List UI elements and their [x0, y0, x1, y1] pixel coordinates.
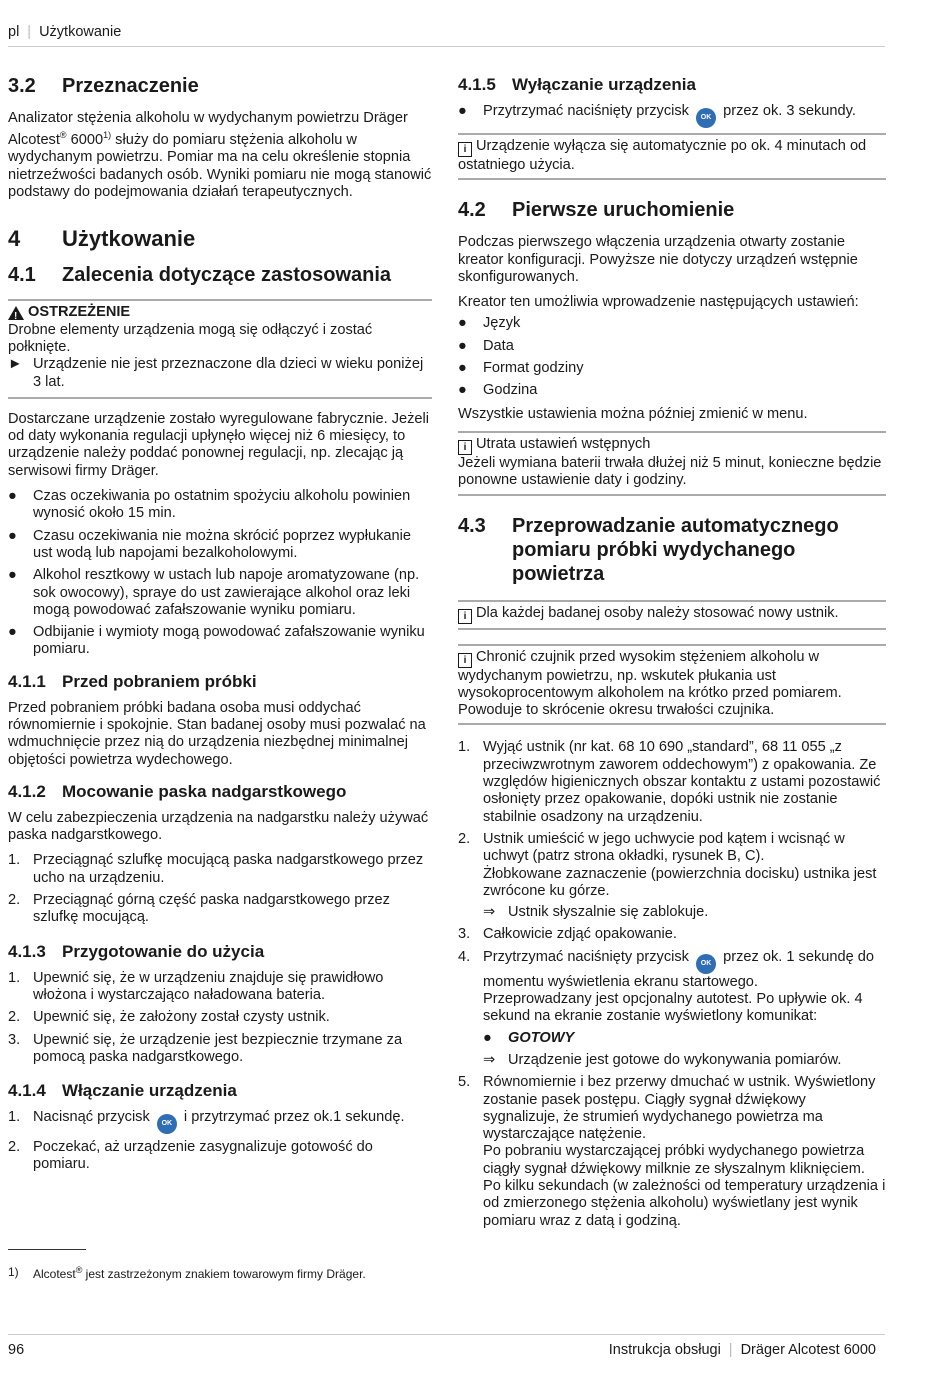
strap-steps — [8, 852, 432, 926]
result-line: ⇒ Ustnik słyszalnie się zablokuje. — [483, 904, 709, 921]
section-title: Przed pobraniem próbki — [62, 671, 257, 691]
ok-button-icon: OK — [157, 1114, 177, 1134]
header-rule — [8, 46, 885, 47]
section-number: 4.1.5 — [458, 75, 496, 94]
section-3-2-heading — [8, 74, 432, 98]
info-icon: i — [458, 609, 472, 624]
info-note — [458, 644, 886, 726]
result-arrow-icon: ⇒ — [483, 904, 496, 921]
info-icon: i — [458, 653, 472, 668]
list-item: ● Odbijanie i wymioty mogą powodować zafałszowanie wyniku pomiaru. — [8, 624, 425, 658]
list-item: ● Czasu oczekiwania nie można skrócić poprzez wypłukanie ust wodą lub napojami bezalkoholowymi. — [8, 527, 411, 561]
section-title: Włączanie urządzenia — [62, 1081, 237, 1101]
section-title: Przeznaczenie — [62, 75, 199, 97]
list-item: 3. Upewnić się, że urządzenie jest bezpiecznie trzymane za pomocą paska nadgarstkowego. — [8, 1031, 403, 1065]
usage-bullet-list — [8, 488, 432, 659]
section-4-2-text: Kreator ten umożliwia wprowadzenie następujących ustawień: — [458, 294, 859, 311]
result-line: ⇒ Urządzenie jest gotowe do wykonywania pomiarów. — [483, 1051, 842, 1068]
chapter-number: 4 — [8, 226, 21, 252]
section-title: Zalecenia dotyczące zastosowania — [62, 264, 392, 287]
section-3-2-text — [8, 110, 432, 201]
section-number: 4.1.4 — [8, 1081, 46, 1101]
warning-text: Drobne elementy urządzenia mogą się odłączyć i zostać połknięte. — [8, 321, 373, 355]
section-number: 4.2 — [458, 199, 486, 222]
footer-rule — [8, 1334, 885, 1335]
page-number: 96 — [8, 1342, 25, 1358]
note-text: Urządzenie wyłącza się automatycznie po ok. 4 minutach od ostatniego użycia. — [458, 138, 867, 173]
list-item: 1. Przeciągnąć szlufkę mocującą paska nadgarstkowego przez ucho na urządzeniu. — [8, 852, 424, 886]
list-item: 2. Poczekać, aż urządzenie zasygnalizuje gotowość do pomiaru. — [8, 1139, 373, 1173]
footnote-ref[interactable]: 1) — [103, 130, 112, 141]
switch-on-steps — [8, 1109, 432, 1174]
section-title: Mocowanie paska nadgarstkowego — [62, 781, 347, 801]
section-4-2-heading — [458, 198, 886, 222]
header-separator: | — [27, 24, 32, 40]
text-part: 6000 — [66, 132, 104, 149]
ok-button-icon: OK — [696, 108, 716, 128]
preparation-steps — [8, 970, 432, 1066]
section-4-1-text: Dostarczane urządzenie zostało wyregulowane fabrycznie. Jeżeli od daty wykonania regulacji upłynęło więcej niż 6 miesięcy, to urządzenie należy poddać ponownej regulacji, np. zlecając ją serwisowi firmy Dräger. — [8, 410, 430, 479]
list-item: 5. Równomiernie i bez przerwy dmuchać w ustnik. Wyświetlony zostanie pasek postępu. Ciągły sygnał dźwiękowy sygnalizuje, że strumień wydychanego powietrza ma wystarczające natężenie. Po pobraniu wystarczającej próbki wydychanego powietrza ciągły sygnał dźwiękowy milknie ze słyszalnym kliknięciem. Po kilku sekundach (w zależności od temperatury urządzenia i od zmierzonego stężenia alkoholu) wyświetlany jest wynik pomiaru wraz z datą i godziną. — [458, 1074, 886, 1229]
section-4-1-4-heading — [8, 1080, 432, 1101]
section-title: Przygotowanie do użycia — [62, 941, 265, 961]
info-note — [458, 431, 886, 496]
section-number: 4.3 — [458, 514, 486, 537]
measurement-steps-end — [458, 1074, 886, 1230]
warning-action — [8, 356, 432, 391]
list-item: ● Język — [458, 315, 521, 332]
section-number: 3.2 — [8, 75, 36, 97]
footer-separator: | — [728, 1342, 733, 1358]
section-4-1-5-heading — [458, 74, 886, 95]
list-item: 2. Ustnik umieścić w jego uchwycie pod kątem i wcisnąć w uchwyt (patrz strona okładki, rysunek B, C). Żłobkowane zaznaczenie (powierzchnia docisku) ustnika jest zwrócone ku górze. — [458, 830, 877, 899]
note-text: Chronić czujnik przed wysokim stężeniem alkoholu w wydychanym powietrzu, np. wskutek płukania ust wysokoprocentowym alkoholem na krótko przed pomiarem. Powoduje to skrócenie okresu trwałości czujnika. — [458, 648, 842, 719]
header-lang: pl — [8, 24, 20, 40]
section-4-1-1-heading — [8, 671, 432, 692]
footer-doc: Instrukcja obsługi — [608, 1342, 721, 1358]
list-item: ● Czas oczekiwania po ostatnim spożyciu alkoholu powinien wynosić około 15 min. — [8, 488, 411, 522]
list-item: 2. Przeciągnąć górną część paska nadgarstkowego przez szlufkę mocującą. — [8, 892, 390, 926]
running-footer — [609, 1342, 876, 1358]
note-text: Dla każdej badanej osoby należy stosować nowy ustnik. — [476, 604, 839, 621]
section-number: 4.1 — [8, 264, 36, 287]
warning-label: OSTRZEŻENIE — [28, 304, 131, 321]
section-number: 4.1.3 — [8, 941, 46, 961]
action-arrow-icon: ► — [8, 356, 23, 373]
text-part: służy do pomiaru stężenia alkoholu w wydychanym powietrzu. Pomiar ma na celu określenie stopnia nietrzeźwości badanych osób. Wyniki pomiaru nie mogą stanowić podstawy do podejmowania działań terapeutycznych. — [8, 132, 432, 201]
list-item: ● Format godziny — [458, 360, 584, 377]
text-part: Analizator stężenia alkoholu w wydychanym powietrzu Dräger Alcotest — [8, 110, 408, 149]
info-icon: i — [458, 142, 472, 157]
info-note — [458, 133, 886, 180]
section-4-1-3-heading — [8, 941, 432, 962]
section-4-1-heading — [8, 263, 432, 287]
warning-action-text: Urządzenie nie jest przeznaczone dla dzieci w wieku poniżej 3 lat. — [33, 356, 424, 390]
list-item: ● Alkohol resztkowy w ustach lub napoje aromatyzowane (np. sok owocowy), spraye do ust zawierające alkohol oraz leki mogą powodować zafałszowanie wyniku pomiaru. — [8, 567, 420, 618]
warning-icon — [8, 306, 24, 320]
section-4-2-text: Podczas pierwszego włączenia urządzenia otwarty zostanie kreator konfiguracji. Powyższe nie dotyczy urządzeń wstępnie skonfigurowanych. — [458, 234, 858, 285]
right-column — [458, 74, 886, 1235]
result-arrow-icon: ⇒ — [483, 1051, 496, 1068]
chapter-4-heading — [8, 225, 432, 253]
header-section: Użytkowanie — [39, 24, 122, 40]
warning-title — [8, 304, 432, 321]
section-number: 4.1.2 — [8, 781, 46, 801]
section-title: Pierwsze uruchomienie — [512, 199, 735, 222]
section-4-1-1-text: Przed pobraniem próbki badana osoba musi oddychać równomiernie i spokojnie. Stan badanej osoby musi pozwalać na wdmuchnięcie przez nią do urządzenia niezbędnej minimalnej objętości powietrza wydechowego. — [8, 699, 426, 768]
footnote: 1) Alcotest® jest zastrzeżonym znakiem towarowym firmy Dräger. — [8, 1265, 366, 1281]
list-item: 1. Nacisnąć przycisk OK i przytrzymać przez ok.1 sekundę. — [8, 1109, 432, 1134]
section-4-1-2-text: W celu zabezpieczenia urządzenia na nadgarstku należy używać paska nadgarstkowego. — [8, 809, 429, 844]
section-number: 4.1.1 — [8, 671, 46, 691]
list-item: ● Data — [458, 337, 514, 354]
info-note — [458, 600, 886, 630]
list-item: ● Godzina — [458, 382, 538, 399]
registered-mark: ® — [59, 130, 67, 141]
footnote-mark: 1) — [8, 1265, 19, 1279]
running-header — [8, 24, 121, 40]
measurement-steps — [458, 739, 886, 900]
display-message: ● GOTOWY — [483, 1029, 575, 1046]
measurement-steps-cont — [458, 926, 886, 1025]
list-item: 1. Upewnić się, że w urządzeniu znajduje się prawidłowo włożona i wystarczająco naładowana bateria. — [8, 969, 384, 1003]
section-4-1-2-heading — [8, 781, 432, 802]
settings-list — [458, 315, 886, 399]
note-text: Jeżeli wymiana baterii trwała dłużej niż 5 minut, konieczne będzie ponowne ustawienie daty i godziny. — [458, 454, 882, 489]
note-title: Utrata ustawień wstępnych — [476, 435, 651, 452]
section-title: Przeprowadzanie automatycznego pomiaru próbki wydychanego powietrza — [512, 514, 839, 585]
list-item: 2. Upewnić się, że założony został czysty ustnik. — [8, 1009, 330, 1026]
footnote-rule — [8, 1249, 86, 1250]
section-4-3-heading — [458, 514, 886, 586]
ok-button-icon: OK — [696, 954, 716, 974]
section-title: Wyłączanie urządzenia — [512, 75, 696, 94]
left-column — [8, 74, 432, 1179]
info-icon: i — [458, 440, 472, 455]
list-item: 4. Przytrzymać naciśnięty przycisk OK przez ok. 1 sekundę do momentu wyświetlenia ekranu startowego. Przeprowadzany jest opcjonalny autotest. Po upływie ok. 4 sekund na ekranie zostanie wyświetlony komunikat: — [458, 948, 875, 1025]
switch-off-list — [458, 103, 886, 128]
warning-box — [8, 299, 432, 398]
list-item: 3. Całkowicie zdjąć opakowanie. — [458, 926, 677, 943]
footer-product: Dräger Alcotest 6000 — [740, 1342, 876, 1358]
section-4-2-text: Wszystkie ustawienia można później zmienić w menu. — [458, 405, 808, 422]
chapter-title: Użytkowanie — [62, 226, 196, 252]
list-item: 1. Wyjąć ustnik (nr kat. 68 10 690 „standard”, 68 11 055 „z przeciwzwrotnym zaworem oddechowym”) z opakowania. Ze względów higienicznych obszar kontaktu z ustami pozostawić osłonięty przez opakowanie, dopóki ustnik nie zostanie stabilnie osadzony na urządzeniu. — [458, 739, 881, 825]
list-item: ● Przytrzymać naciśnięty przycisk OK przez ok. 3 sekundy. — [458, 103, 886, 128]
